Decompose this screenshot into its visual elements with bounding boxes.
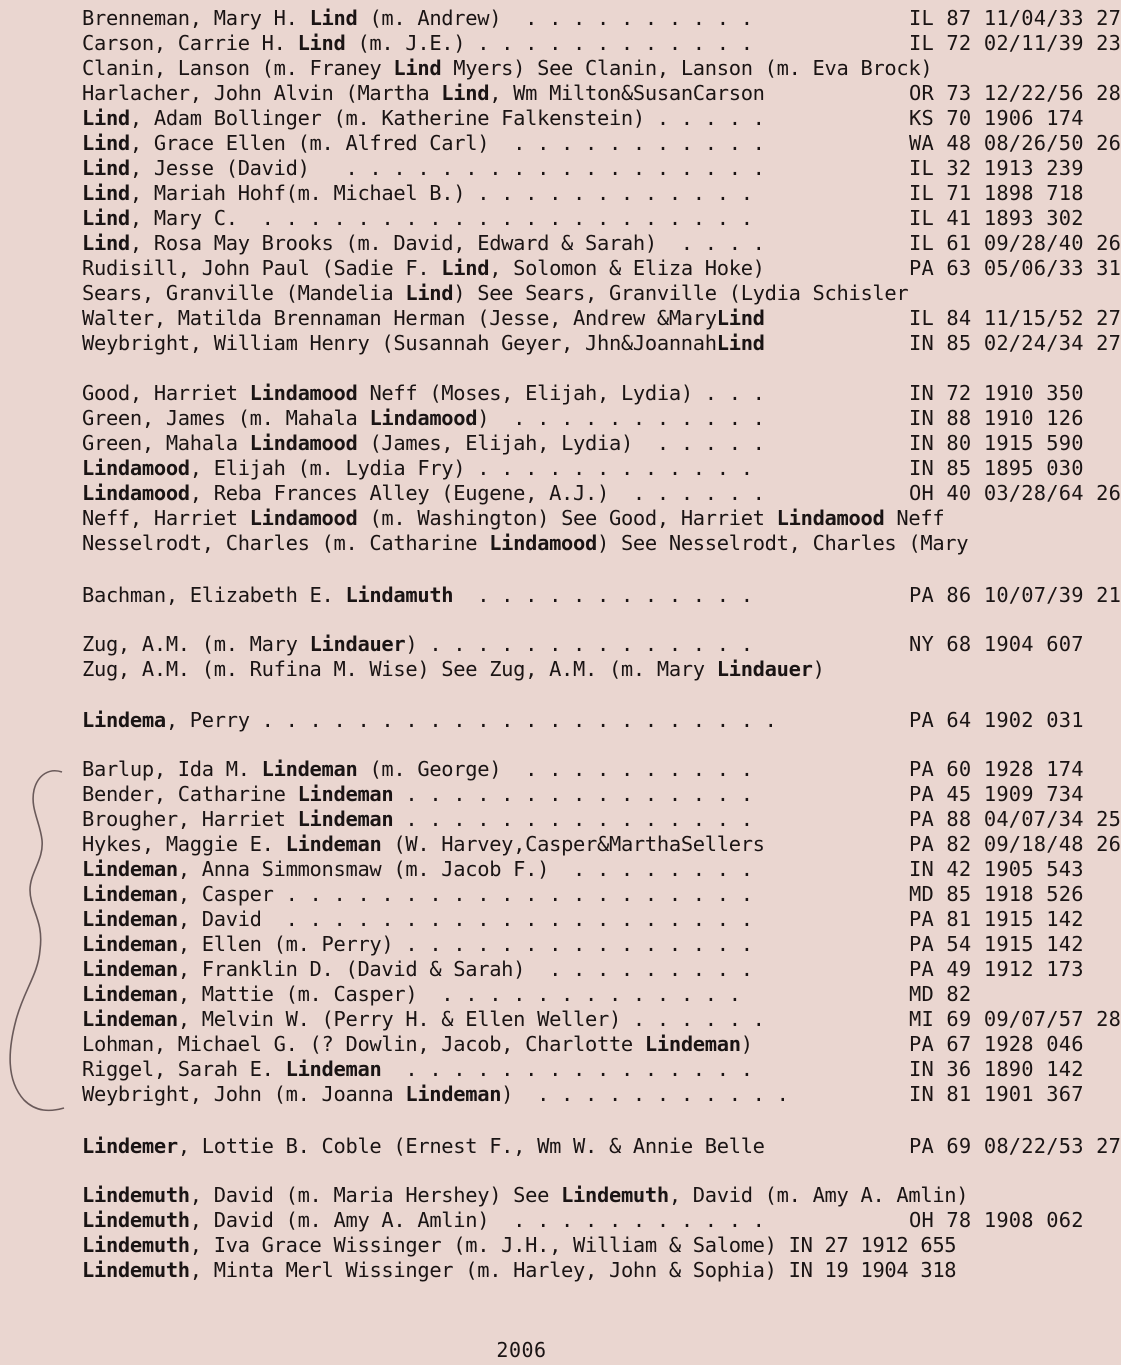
index-entry xyxy=(82,832,1121,857)
entry-text: Rudisill, John Paul (Sadie F. xyxy=(82,256,442,280)
entry-text: , Casper . . . . . . . . . . . . . . . . . . . . xyxy=(177,882,753,906)
entry-text: . . . . . . . . . . . . . . . xyxy=(393,807,753,831)
index-entry xyxy=(82,431,1084,456)
index-entry xyxy=(82,156,1084,181)
entry-text: , Ellen (m. Perry) . . . . . . . . . . . . . . . xyxy=(177,932,753,956)
index-entry xyxy=(82,231,1121,256)
index-entry xyxy=(82,1258,1042,1283)
surname-highlight: Lindeman xyxy=(82,1007,178,1031)
index-entry xyxy=(82,907,1084,932)
entry-text: Clanin, Lanson (m. Franey xyxy=(82,56,394,80)
entry-name xyxy=(82,256,765,280)
index-entry xyxy=(82,506,1042,531)
index-entry xyxy=(82,1134,1121,1159)
surname-highlight: Lind xyxy=(82,231,130,255)
index-entry xyxy=(82,882,1084,907)
index-entry xyxy=(82,1007,1121,1032)
entry-name xyxy=(82,506,944,530)
entry-text: , Grace Ellen (m. Alfred Carl) . . . . . . . . . . . xyxy=(129,131,765,155)
record-ref: IL 32 1913 239 xyxy=(909,156,1084,180)
entry-text: , Mary C. . . . . . . . . . . . . . . . . . . . . . xyxy=(129,206,753,230)
index-entry xyxy=(82,1032,1084,1057)
entry-text: , Perry . . . . . . . . . . . . . . . . . . . . . . xyxy=(165,708,777,732)
record-ref: MD 85 1918 526 xyxy=(909,882,1084,906)
index-entry xyxy=(82,206,1084,231)
surname-highlight: Lindamood xyxy=(249,506,358,530)
surname-highlight: Lindemuth xyxy=(82,1258,190,1282)
entry-text: , David . . . . . . . . . . . . . . . . . . . . xyxy=(177,907,753,931)
entry-name xyxy=(82,1082,789,1106)
entry-text: , Elijah (m. Lydia Fry) . . . . . . . . . . . . xyxy=(189,456,753,480)
index-entry xyxy=(82,181,1084,206)
entry-name xyxy=(82,1134,765,1158)
surname-highlight: Lindeman xyxy=(297,782,394,806)
index-entry xyxy=(82,757,1084,782)
entry-text: Lohman, Michael G. (? Dowlin, Jacob, Charlotte xyxy=(82,1032,645,1056)
surname-highlight: Lindemuth xyxy=(82,1208,190,1232)
surname-highlight: Lind xyxy=(441,81,490,105)
surname-highlight: Lindeman xyxy=(644,1032,741,1056)
record-ref: PA 54 1915 142 xyxy=(909,932,1084,956)
index-entry xyxy=(82,982,1042,1007)
entry-text: Brenneman, Mary H. xyxy=(82,6,310,30)
entry-text: Neff (Moses, Elijah, Lydia) . . . xyxy=(357,381,765,405)
index-entry xyxy=(82,81,1121,106)
entry-name xyxy=(82,1007,765,1031)
entry-name xyxy=(82,882,753,906)
entry-text: (m. Washington) See Good, Harriet xyxy=(357,506,777,530)
record-ref: IL 71 1898 718 xyxy=(909,181,1084,205)
entry-text: Green, James (m. Mahala xyxy=(82,406,370,430)
entry-text: Good, Harriet xyxy=(82,381,250,405)
index-entry xyxy=(82,306,1121,331)
surname-highlight: Lindemuth xyxy=(82,1183,190,1207)
surname-highlight: Lindema xyxy=(82,708,166,732)
entry-text: (m. George) . . . . . . . . . . xyxy=(357,757,753,781)
entry-name xyxy=(82,807,753,831)
entry-text: , David (m. Maria Hershey) See xyxy=(189,1183,562,1207)
record-ref: IL 41 1893 302 xyxy=(909,206,1084,230)
index-entry xyxy=(82,331,1121,356)
entry-text: Weybright, John (m. Joanna xyxy=(82,1082,406,1106)
entry-text: Hykes, Maggie E. xyxy=(82,832,286,856)
record-ref: KS 70 1906 174 xyxy=(909,106,1084,130)
entry-text: , Mattie (m. Casper) . . . . . . . . . . . . . xyxy=(177,982,741,1006)
entry-text: . . . . . . . . . . . . . . . xyxy=(381,1057,753,1081)
entry-text: Neff xyxy=(884,506,945,530)
record-ref: NY 68 1904 607 xyxy=(909,632,1084,656)
index-entry xyxy=(82,56,1042,81)
surname-highlight: Lindeman xyxy=(82,907,178,931)
entry-text: ) xyxy=(812,657,825,681)
record-ref: PA 63 05/06/33 31 xyxy=(909,256,1121,280)
index-entry xyxy=(82,131,1121,156)
index-entry xyxy=(82,531,1042,556)
entry-name xyxy=(82,632,753,656)
record-ref: IN 88 1910 126 xyxy=(909,406,1084,430)
surname-highlight: Lindeman xyxy=(82,957,178,981)
surname-highlight: Lind xyxy=(82,206,130,230)
entry-text: ) See Sears, Granville (Lydia Schisler xyxy=(453,281,909,305)
entry-text: ) . . . . . . . . . . . . . . xyxy=(405,632,753,656)
index-entry xyxy=(82,1233,1042,1258)
entry-text: , Melvin W. (Perry H. & Ellen Weller) . . . . . . xyxy=(177,1007,765,1031)
surname-highlight: Lindamood xyxy=(82,481,190,505)
entry-name xyxy=(82,331,765,355)
entry-name xyxy=(82,583,753,607)
entry-text: Harlacher, John Alvin (Martha xyxy=(82,81,442,105)
entry-name xyxy=(82,1233,956,1257)
entry-name xyxy=(82,857,753,881)
record-ref: PA 86 10/07/39 21 xyxy=(909,583,1121,607)
entry-text: , Adam Bollinger (m. Katherine Falkenstein) . . . . . xyxy=(129,106,765,130)
record-ref: IN 72 1910 350 xyxy=(909,381,1084,405)
surname-highlight: Lind xyxy=(393,56,442,80)
record-ref: IN 85 1895 030 xyxy=(909,456,1084,480)
entry-name xyxy=(82,81,765,105)
surname-highlight: Lindeman xyxy=(405,1082,502,1106)
index-entry xyxy=(82,1208,1084,1233)
entry-name xyxy=(82,206,753,230)
surname-highlight: Lind xyxy=(82,106,130,130)
entry-name xyxy=(82,932,753,956)
entry-text: Green, Mahala xyxy=(82,431,250,455)
record-ref: IN 81 1901 367 xyxy=(909,1082,1084,1106)
entry-name xyxy=(82,31,753,55)
record-ref: IN 36 1890 142 xyxy=(909,1057,1084,1081)
entry-text: ) See Nesselrodt, Charles (Mary xyxy=(597,531,969,555)
index-entry xyxy=(82,583,1121,608)
entry-text: Carson, Carrie H. xyxy=(82,31,298,55)
record-ref: MD 82 xyxy=(909,982,972,1006)
entry-name xyxy=(82,431,765,455)
record-ref: IN 85 02/24/34 27 xyxy=(909,331,1121,355)
record-ref: PA 49 1912 173 xyxy=(909,957,1084,981)
index-entry xyxy=(82,481,1121,506)
entry-text: , Franklin D. (David & Sarah) . . . . . . . . . xyxy=(177,957,753,981)
surname-highlight: Lindamood xyxy=(249,381,358,405)
record-ref: IL 87 11/04/33 27 xyxy=(909,6,1121,30)
entry-name xyxy=(82,907,753,931)
record-ref: IN 80 1915 590 xyxy=(909,431,1084,455)
surname-highlight: Lindauer xyxy=(716,657,813,681)
surname-highlight: Lindeman xyxy=(82,857,178,881)
entry-name xyxy=(82,231,765,255)
record-ref: PA 64 1902 031 xyxy=(909,708,1084,732)
surname-highlight: Lindemuth xyxy=(561,1183,669,1207)
entry-text: (W. Harvey,Casper&MarthaSellers xyxy=(381,832,765,856)
surname-highlight: Lindamood xyxy=(369,406,478,430)
entry-text: , Solomon & Eliza Hoke) xyxy=(489,256,765,280)
entry-text: Bachman, Elizabeth E. xyxy=(82,583,346,607)
surname-highlight: Lindamuth xyxy=(345,583,454,607)
entry-text: (James, Elijah, Lydia) . . . . . xyxy=(357,431,765,455)
entry-text: ) . . . . . . . . . . . xyxy=(501,1082,789,1106)
record-ref: PA 69 08/22/53 27 xyxy=(909,1134,1121,1158)
surname-highlight: Lind xyxy=(82,156,130,180)
index-entry xyxy=(82,456,1084,481)
index-entry xyxy=(82,782,1084,807)
surname-highlight: Lindemer xyxy=(82,1134,178,1158)
record-ref: IL 72 02/11/39 23 xyxy=(909,31,1121,55)
entry-name xyxy=(82,1258,956,1282)
surname-highlight: Lindauer xyxy=(309,632,406,656)
entry-text: Neff, Harriet xyxy=(82,506,250,530)
handwritten-bracket-mark xyxy=(0,760,80,1120)
entry-text: (m. J.E.) . . . . . . . . . . . . xyxy=(345,31,753,55)
entry-name xyxy=(82,131,765,155)
entry-text: , Mariah Hohf(m. Michael B.) . . . . . . . . . . . . xyxy=(129,181,753,205)
surname-highlight: Lind xyxy=(82,131,130,155)
entry-text: , Anna Simmonsmaw (m. Jacob F.) . . . . . . . . xyxy=(177,857,753,881)
entry-text: Walter, Matilda Brennaman Herman (Jesse, Andrew &Mary xyxy=(82,306,717,330)
surname-highlight: Lind xyxy=(441,256,490,280)
entry-text: ) . . . . . . . . . . . xyxy=(477,406,765,430)
record-ref: IL 61 09/28/40 26 xyxy=(909,231,1121,255)
entry-text: (m. Andrew) . . . . . . . . . . xyxy=(357,6,753,30)
entry-name xyxy=(82,657,825,681)
surname-highlight: Lindamood xyxy=(249,431,358,455)
entry-name xyxy=(82,1032,753,1056)
entry-text: , David (m. Amy A. Amlin) xyxy=(668,1183,969,1207)
index-entry xyxy=(82,632,1084,657)
record-ref: WA 48 08/26/50 26 xyxy=(909,131,1121,155)
surname-highlight: Lindeman xyxy=(82,982,178,1006)
surname-highlight: Lind xyxy=(716,306,765,330)
entry-name xyxy=(82,406,765,430)
index-entry xyxy=(82,1183,1042,1208)
surname-highlight: Lindemuth xyxy=(82,1233,190,1257)
entry-name xyxy=(82,1057,753,1081)
entry-text: ) xyxy=(740,1032,753,1056)
index-entry xyxy=(82,256,1121,281)
entry-text: , Wm Milton&SusanCarson xyxy=(489,81,765,105)
entry-name xyxy=(82,1183,968,1207)
surname-highlight: Lindeman xyxy=(285,832,382,856)
index-entry xyxy=(82,857,1084,882)
entry-name xyxy=(82,832,765,856)
surname-highlight: Lindeman xyxy=(285,1057,382,1081)
surname-highlight: Lindamood xyxy=(489,531,597,555)
entry-text: . . . . . . . . . . . . . . . xyxy=(393,782,753,806)
index-entry xyxy=(82,406,1084,431)
entry-text: , David (m. Amy A. Amlin) . . . . . . . . . . . xyxy=(189,1208,765,1232)
entry-name xyxy=(82,381,765,405)
index-entry xyxy=(82,1057,1084,1082)
record-ref: PA 60 1928 174 xyxy=(909,757,1084,781)
entry-text: Sears, Granville (Mandelia xyxy=(82,281,406,305)
record-ref: PA 88 04/07/34 25 xyxy=(909,807,1121,831)
entry-text: , Jesse (David) . . . . . . . . . . . . . . . . . . xyxy=(129,156,765,180)
surname-highlight: Lind xyxy=(716,331,765,355)
index-entry xyxy=(82,957,1084,982)
entry-text: , Minta Merl Wissinger (m. Harley, John & Sophia) IN 19 1904 318 xyxy=(189,1258,957,1282)
entry-name xyxy=(82,306,765,330)
record-ref: MI 69 09/07/57 28 xyxy=(909,1007,1121,1031)
entry-text: Riggel, Sarah E. xyxy=(82,1057,286,1081)
index-entry xyxy=(82,281,1042,306)
record-ref: PA 45 1909 734 xyxy=(909,782,1084,806)
entry-text: , Lottie B. Coble (Ernest F., Wm W. & Annie Belle xyxy=(177,1134,765,1158)
record-ref: IN 42 1905 543 xyxy=(909,857,1084,881)
entry-text: Barlup, Ida M. xyxy=(82,757,262,781)
entry-name xyxy=(82,1208,765,1232)
entry-text: . . . . . . . . . . . . xyxy=(453,583,753,607)
index-entry xyxy=(82,31,1121,56)
entry-name xyxy=(82,56,932,80)
surname-highlight: Lindeman xyxy=(297,807,394,831)
entry-name xyxy=(82,6,753,30)
entry-name xyxy=(82,957,753,981)
entry-name xyxy=(82,156,765,180)
surname-highlight: Lindamood xyxy=(82,456,190,480)
index-entry xyxy=(82,657,1042,682)
entry-text: , Reba Frances Alley (Eugene, A.J.) . . . . . . xyxy=(189,481,765,505)
index-entry xyxy=(82,932,1084,957)
entry-text: Nesselrodt, Charles (m. Catharine xyxy=(82,531,490,555)
entry-text: Zug, A.M. (m. Mary xyxy=(82,632,310,656)
index-entry xyxy=(82,1082,1084,1107)
record-ref: PA 67 1928 046 xyxy=(909,1032,1084,1056)
entry-name xyxy=(82,982,741,1006)
entry-name xyxy=(82,456,753,480)
index-entry xyxy=(82,6,1121,31)
record-ref: OH 78 1908 062 xyxy=(909,1208,1084,1232)
entry-name xyxy=(82,757,753,781)
index-entry xyxy=(82,807,1121,832)
surname-highlight: Lindeman xyxy=(82,932,178,956)
record-ref: IL 84 11/15/52 27 xyxy=(909,306,1121,330)
surname-highlight: Lindeman xyxy=(82,882,178,906)
index-entry xyxy=(82,381,1084,406)
entry-text: Zug, A.M. (m. Rufina M. Wise) See Zug, A.M. (m. Mary xyxy=(82,657,717,681)
surname-highlight: Lind xyxy=(82,181,130,205)
entry-text: , Iva Grace Wissinger (m. J.H., William & Salome) IN 27 1912 655 xyxy=(189,1233,957,1257)
index-entry xyxy=(82,106,1084,131)
surname-highlight: Lindamood xyxy=(776,506,885,530)
entry-name xyxy=(82,708,777,732)
record-ref: PA 82 09/18/48 26 xyxy=(909,832,1121,856)
surname-highlight: Lindeman xyxy=(261,757,358,781)
page-number: 2006 xyxy=(496,1338,547,1362)
entry-name xyxy=(82,481,765,505)
entry-text: Brougher, Harriet xyxy=(82,807,298,831)
record-ref: PA 81 1915 142 xyxy=(909,907,1084,931)
record-ref: OH 40 03/28/64 26 xyxy=(909,481,1121,505)
surname-highlight: Lind xyxy=(405,281,454,305)
entry-text: Bender, Catharine xyxy=(82,782,298,806)
entry-text: Weybright, William Henry (Susannah Geyer, Jhn&Joannah xyxy=(82,331,717,355)
entry-name xyxy=(82,281,908,305)
entry-name xyxy=(82,106,765,130)
index-entry xyxy=(82,708,1084,733)
entry-name xyxy=(82,181,753,205)
record-ref: OR 73 12/22/56 28 xyxy=(909,81,1121,105)
surname-highlight: Lind xyxy=(309,6,358,30)
surname-highlight: Lind xyxy=(297,31,346,55)
entry-text: Myers) See Clanin, Lanson (m. Eva Brock) xyxy=(441,56,933,80)
entry-name xyxy=(82,531,968,555)
entry-name xyxy=(82,782,753,806)
entry-text: , Rosa May Brooks (m. David, Edward & Sarah) . . . . xyxy=(129,231,765,255)
